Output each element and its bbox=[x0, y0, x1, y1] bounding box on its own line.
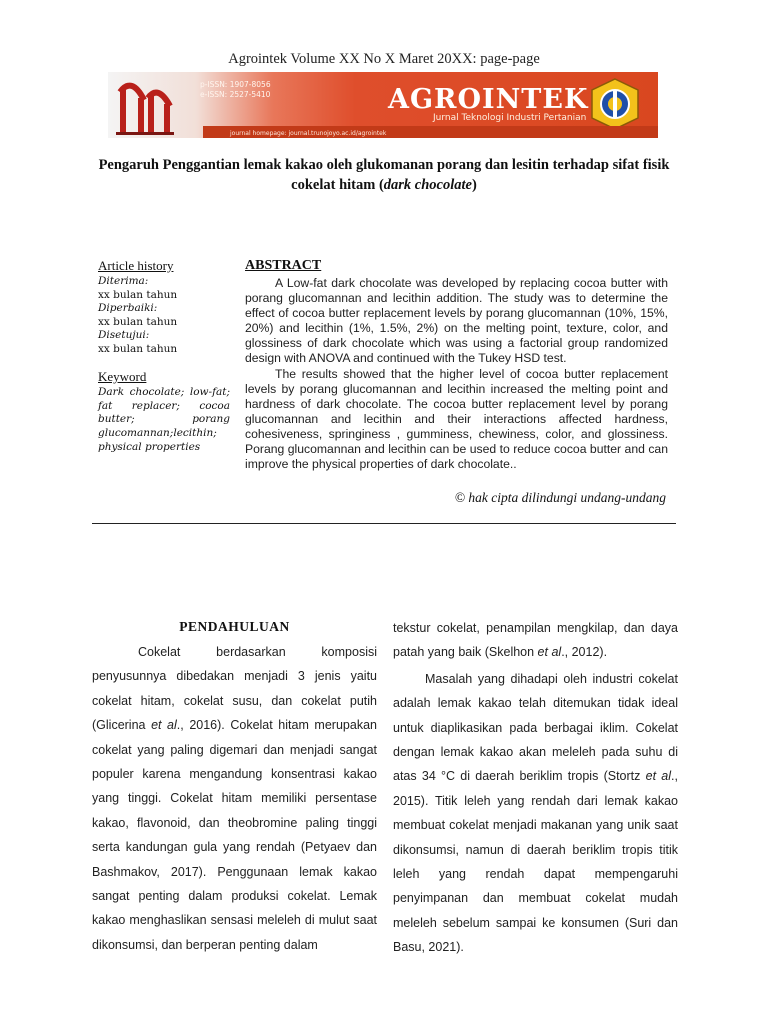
body-column-right bbox=[393, 616, 678, 960]
accepted-value: xx bulan tahun bbox=[98, 342, 178, 355]
abstract-body bbox=[245, 276, 668, 472]
copyright-notice: © hak cipta dilindungi undang-undang bbox=[454, 490, 666, 505]
italic-run: et al bbox=[151, 718, 177, 733]
title-close: ) bbox=[471, 177, 477, 193]
italic-run: et al bbox=[645, 769, 672, 784]
journal-homepage-link[interactable]: journal homepage: journal.trunojoyo.ac.id/agrointek bbox=[230, 130, 387, 137]
issn-print: p-ISSN: 1907-8056 bbox=[200, 80, 271, 89]
issn-block bbox=[200, 80, 271, 100]
body-paragraph bbox=[393, 667, 678, 960]
banner-journal-subtitle: Jurnal Teknologi Industri Pertanian bbox=[433, 113, 587, 123]
text-run: Masalah yang dihadapi oleh industri cokelat adalah lemak kakao telah ditemukan tidak ideal untuk diaplikasikan pada berbagai iklim. Cokelat dengan lemak kakao akan meleleh pada suhu di atas 34 °C di daerah beriklim tropis (Stortz bbox=[393, 671, 678, 784]
body-paragraph bbox=[92, 640, 377, 957]
journal-running-header: Agrointek Volume XX No X Maret 20XX: page-page bbox=[228, 51, 540, 67]
text-run: tekstur cokelat, penampilan mengkilap, dan daya patah yang baik (Skelhon bbox=[393, 621, 678, 660]
article-title bbox=[92, 155, 676, 195]
keyword-list: Dark chocolate; low-fat; fat replacer; cocoa butter; porang glucomannan;lecithin; physical properties bbox=[98, 386, 230, 453]
section-heading: PENDAHULUAN bbox=[179, 619, 290, 634]
text-run: ., 2012). bbox=[561, 645, 608, 660]
revised-value: xx bulan tahun bbox=[98, 315, 178, 328]
revised-label: Diperbaiki: bbox=[98, 302, 158, 314]
article-history-heading: Article history bbox=[98, 258, 174, 273]
section-divider bbox=[92, 523, 676, 524]
title-main: Pengaruh Penggantian lemak kakao oleh glukomanan porang dan lesitin terhadap sifat fisik cokelat hitam ( bbox=[98, 157, 670, 193]
journal-logo-icon bbox=[114, 76, 176, 136]
abstract-paragraph: The results showed that the higher level of cocoa butter replacement levels by porang glucomannan and lecithin increased the melting point and hardness of dark chocolate. The cocoa butter replacement level by porang glucomannan and lecithin and their interactions affected hardness, cohesiveness, springiness , gumminess, chewiness, color, and glossiness. Porang glucomannan and lecithin can be used to reduce cocoa butter and can improve the physical properties of dark chocolate.. bbox=[245, 366, 668, 472]
body-column-left bbox=[92, 640, 377, 957]
abstract-heading: ABSTRACT bbox=[245, 258, 322, 273]
banner-journal-title: AGROINTEK bbox=[388, 84, 589, 115]
italic-run: et al bbox=[537, 645, 562, 660]
keyword-heading: Keyword bbox=[98, 369, 147, 384]
article-info-column bbox=[98, 258, 230, 455]
text-run: Cokelat berdasarkan komposisi penyusunnya dibedakan menjadi 3 jenis yaitu cokelat hitam, cokelat susu, dan cokelat putih (Glicerina bbox=[92, 645, 377, 733]
abstract-paragraph: A Low-fat dark chocolate was developed by replacing cocoa butter with porang glucomannan and lecithin addition. The study was to determine the effect of cocoa butter replacement levels by porang glucomannan (10%, 15%, 20%) and lecithin (1%, 1.5%, 2%) on the melting point, texture, color, and glossiness of dark chocolate which was using a factorial group randomized design with ANOVA and continued with the Tukey HSD test. bbox=[245, 276, 668, 366]
text-run: ., 2016). Cokelat hitam merupakan cokelat yang paling digemari dan menjadi sangat populer karena mengandung konsentrasi kakao yang tinggi. Cokelat hitam memiliki persentase kakao, flavonoid, dan theobromine paling tinggi serta kandungan gula yang rendah (Petyaev dan Bashmakov, 2017). Penggunaan lemak kakao sangat penting dalam produksi cokelat. Lemak kakao menghaslikan sensasi meleleh di mulut saat dikonsumsi, dan berperan penting dalam bbox=[92, 718, 377, 952]
received-label: Diterima: bbox=[98, 275, 149, 287]
issn-online: e-ISSN: 2527-5410 bbox=[200, 90, 271, 99]
text-run: ., 2015). Titik leleh yang rendah dari lemak kakao membuat cokelat menjadi makanan yang unik saat dikonsumsi, namun di daerah beriklim tropis titik leleh yang rendah dapat mempengaruhi penyimpanan dan membuat cokelat mudah meleleh sebelum sampai ke konsumen (Suri dan Basu, 2021). bbox=[393, 769, 678, 955]
received-value: xx bulan tahun bbox=[98, 288, 178, 301]
university-emblem-icon bbox=[590, 78, 640, 130]
title-italic-term: dark chocolate bbox=[383, 177, 472, 193]
journal-banner bbox=[108, 72, 658, 138]
body-paragraph bbox=[393, 616, 678, 665]
accepted-label: Disetujui: bbox=[98, 329, 150, 341]
